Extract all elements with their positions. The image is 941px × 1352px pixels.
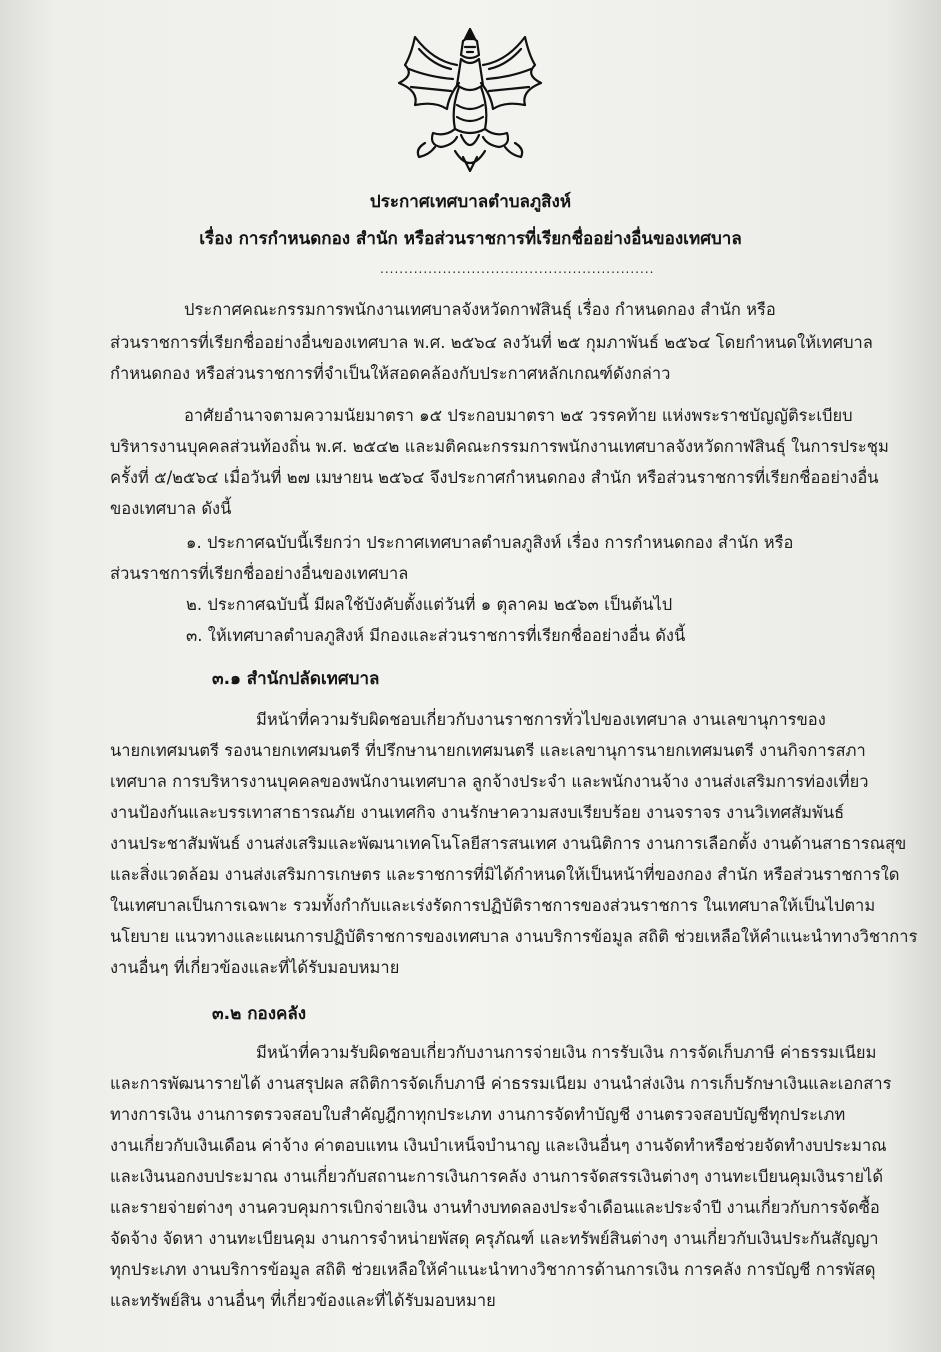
text-line: งานอื่นๆ ที่เกี่ยวข้องและที่ได้รับมอบหมาย [110,958,400,977]
text-line: งานเกี่ยวกับเงินเดือน ค่าจ้าง ค่าตอบแทน เงินบำเหน็จบำนาญ และเงินอื่นๆ งานจัดทำหรือช่วยจัดทำงบประมาณ [110,1136,887,1155]
text-line: และการพัฒนารายได้ งานสรุปผล สถิติการจัดเก็บภาษี ค่าธรรมเนียม งานนำส่งเงิน การเก็บรักษาเงินและเอกสาร [110,1074,892,1093]
title-separator: ......................................................... [380,262,655,276]
garuda-emblem-icon [385,25,555,177]
text-line: และสิ่งแวดล้อม งานส่งเสริมการเกษตร และราชการที่มิได้กำหนดให้เป็นหน้าที่ของกอง สำนัก หรือส่วนราชการใด [110,865,900,884]
text-line: ครั้งที่ ๕/๒๕๖๔ เมื่อวันที่ ๒๗ เมษายน ๒๕๖๔ จึงประกาศกำหนดกอง สำนัก หรือส่วนราชการที่เรียกชื่ออย่างอื่น [110,468,879,487]
text-line: งานป้องกันและบรรเทาสาธารณภัย งานเทศกิจ งานรักษาความสงบเรียบร้อย งานจราจร งานวิเทศสัมพันธ์ [110,803,845,822]
text-line: ทางการเงิน งานการตรวจสอบใบสำคัญฎีกาทุกประเภท งานการจัดทำบัญชี งานตรวจสอบบัญชีทุกประเภท [110,1105,846,1124]
text-line: ส่วนราชการที่เรียกชื่ออย่างอื่นของเทศบาล [110,564,409,583]
text-line: ของเทศบาล ดังนี้ [110,499,232,518]
text-line: งานประชาสัมพันธ์ งานส่งเสริมและพัฒนาเทคโนโลยีสารสนเทศ งานนิติการ งานการเลือกตั้ง งานด้านสาธารณสุข [110,834,907,853]
announcement-subject: เรื่อง การกำหนดกอง สำนัก หรือส่วนราชการที่เรียกชื่ออย่างอื่นของเทศบาล [199,229,742,249]
text-line: ส่วนราชการที่เรียกชื่ออย่างอื่นของเทศบาล พ.ศ. ๒๕๖๔ ลงวันที่ ๒๕ กุมภาพันธ์ ๒๕๖๔ โดยกำหนดให้เทศบาล [110,333,873,352]
text-line: นายกเทศมนตรี รองนายกเทศมนตรี ที่ปรึกษานายกเทศมนตรี และเลขานุการนายกเทศมนตรี งานกิจการสภา [110,741,866,760]
text-line: เทศบาล การบริหารงานบุคคลของพนักงานเทศบาล ลูกจ้างประจำ และพนักงานจ้าง งานส่งเสริมการท่องเที่ยว [110,772,869,791]
announcement-title: ประกาศเทศบาลตำบลภูสิงห์ [369,192,572,212]
section-heading-palad: ๓.๑ สำนักปลัดเทศบาล [212,669,380,689]
text-line: มีหน้าที่ความรับผิดชอบเกี่ยวกับงานการจ่ายเงิน การรับเงิน การจัดเก็บภาษี ค่าธรรมเนียม [256,1043,877,1062]
text-line: กำหนดกอง หรือส่วนราชการที่จำเป็นให้สอดคล้องกับประกาศหลักเกณฑ์ดังกล่าว [110,364,671,383]
text-line: และทรัพย์สิน งานอื่นๆ ที่เกี่ยวข้องและที่ได้รับมอบหมาย [110,1291,496,1310]
section-heading-finance: ๓.๒ กองคลัง [212,1004,307,1024]
text-line: ๓. ให้เทศบาลตำบลภูสิงห์ มีกองและส่วนราชการที่เรียกชื่ออย่างอื่น ดังนี้ [186,626,686,645]
text-line: ๑. ประกาศฉบับนี้เรียกว่า ประกาศเทศบาลตำบลภูสิงห์ เรื่อง การกำหนดกอง สำนัก หรือ [186,533,794,552]
text-line: บริหารงานบุคคลส่วนท้องถิ่น พ.ศ. ๒๕๔๒ และมติคณะกรรมการพนักงานเทศบาลจังหวัดกาฬสินธุ์ ในการประชุม [110,437,889,456]
text-line: ๒. ประกาศฉบับนี้ มีผลใช้บังคับตั้งแต่วันที่ ๑ ตุลาคม ๒๕๖๓ เป็นต้นไป [186,595,673,614]
text-line: อาศัยอำนาจตามความนัยมาตรา ๑๕ ประกอบมาตรา ๒๕ วรรคท้าย แห่งพระราชบัญญัติระเบียบ [184,406,853,425]
text-line: ทุกประเภท งานบริการข้อมูล สถิติ ช่วยเหลือให้คำแนะนำทางวิชาการด้านการเงิน การคลัง การบัญชี การพัสดุ [110,1260,876,1279]
text-line: มีหน้าที่ความรับผิดชอบเกี่ยวกับงานราชการทั่วไปของเทศบาล งานเลขานุการของ [256,710,826,729]
text-line: และเงินนอกงบประมาณ งานเกี่ยวกับสถานะการเงินการคลัง งานการจัดสรรเงินต่างๆ งานทะเบียนคุมเงินรายได้ [110,1167,884,1186]
text-line: ประกาศคณะกรรมการพนักงานเทศบาลจังหวัดกาฬสินธุ์ เรื่อง กำหนดกอง สำนัก หรือ [184,300,776,319]
text-line: จัดจ้าง จัดหา งานทะเบียนคุม งานการจำหน่ายพัสดุ ครุภัณฑ์ และทรัพย์สินต่างๆ งานเกี่ยวกับเงินประกันสัญญา [110,1229,879,1248]
text-line: นโยบาย แนวทางและแผนการปฏิบัติราชการของเทศบาล งานบริการข้อมูล สถิติ ช่วยเหลือให้คำแนะนำทางวิชาการ [110,927,918,946]
text-line: ในเทศบาลเป็นการเฉพาะ รวมทั้งกำกับและเร่งรัดการปฏิบัติราชการของส่วนราชการ ในเทศบาลให้เป็นไปตาม [110,896,876,915]
text-line: และรายจ่ายต่างๆ งานควบคุมการเบิกจ่ายเงิน งานทำงบทดลองประจำเดือนและประจำปี งานเกี่ยวกับการจัดซื้อ [110,1198,880,1217]
